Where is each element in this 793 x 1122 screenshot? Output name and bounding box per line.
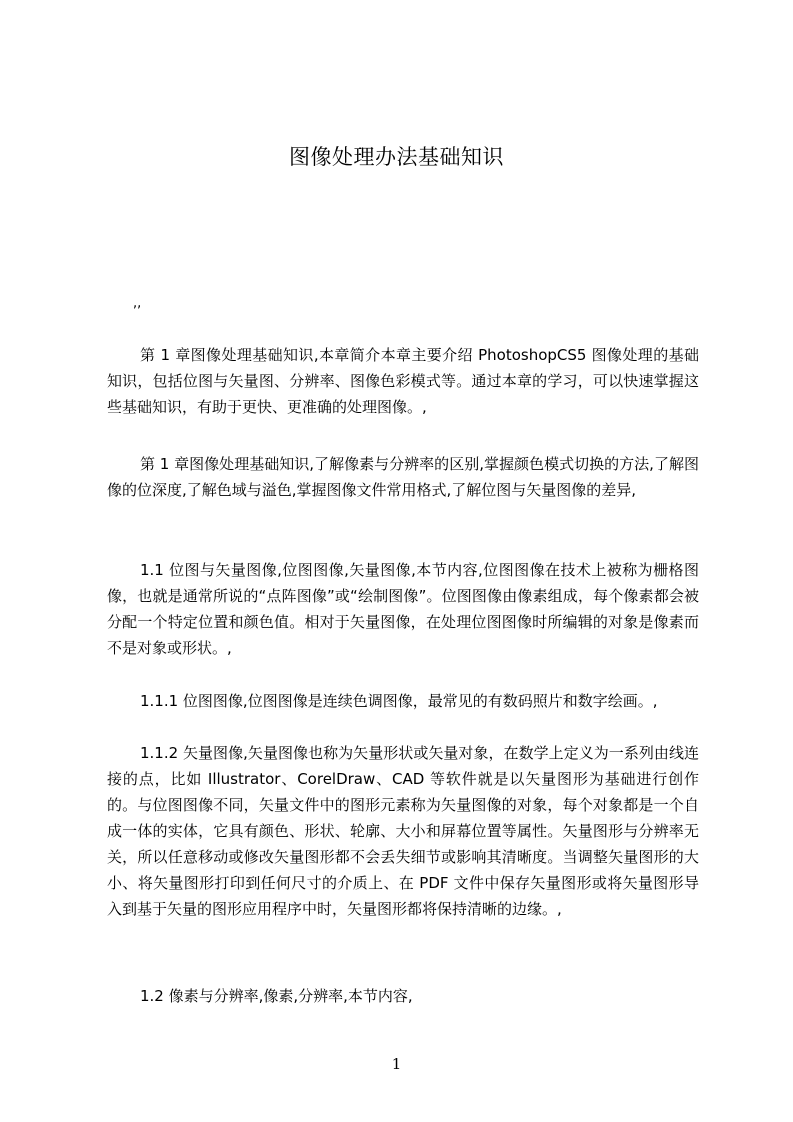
paragraph-section-1-1: 1.1 位图与矢量图像,位图图像,矢量图像,本节内容,位图图像在技术上被称为栅格图像，也就是通常所说的“点阵图像”或“绘制图像”。位图图像由像素组成，每个像素都会被分配一个特定位置和颜色值。相对于矢量图像，在处理位图图像时所编辑的对象是像素而不是对象或形状。, — [107, 561, 699, 657]
paragraph-chapter-intro: 第 1 章图像处理基础知识,本章简介本章主要介绍 PhotoshopCS5 图像处理的基础知识，包括位图与矢量图、分辨率、图像色彩模式等。通过本章的学习，可以快速掌握这些基础知识，有助于更快、更准确的处理图像。, — [107, 346, 699, 416]
paragraph-section-1-1-2: 1.1.2 矢量图像,矢量图像也称为矢量形状或矢量对象，在数学上定义为一系列由线连接的点，比如 Illustrator、CorelDraw、CAD 等软件就是以矢量图形为基础进行创作的。与位图图像不同，矢量文件中的图形元素称为矢量图像的对象，每个对象都是一个自成一体的实体，它具有颜色、形状、轮廓、大小和屏幕位置等属性。矢量图形与分辨率无关，所以任意移动或修改矢量图形都不会丢失细节或影响其清晰度。当调整矢量图形的大小、将矢量图形打印到任何尺寸的介质上、在 PDF 文件中保存矢量图形或将矢量图形导入到基于矢量的图形应用程序中时，矢量图形都将保持清晰的边缘。, — [107, 744, 699, 918]
paragraph-chapter-goals: 第 1 章图像处理基础知识,了解像素与分辨率的区别,掌握颜色模式切换的方法,了解图像的位深度,了解色域与溢色,掌握图像文件常用格式,了解位图与矢量图像的差异, — [107, 455, 699, 499]
page-number: 1 — [391, 1055, 402, 1073]
paragraph-section-1-2: 1.2 像素与分辨率,像素,分辨率,本节内容, — [140, 987, 413, 1005]
paragraph-section-1-1-1: 1.1.1 位图图像,位图图像是连续色调图像，最常见的有数码照片和数字绘画。, — [140, 692, 658, 710]
document-title: 图像处理办法基础知识 — [289, 145, 504, 169]
punctuation-marks: ,, — [133, 296, 142, 311]
